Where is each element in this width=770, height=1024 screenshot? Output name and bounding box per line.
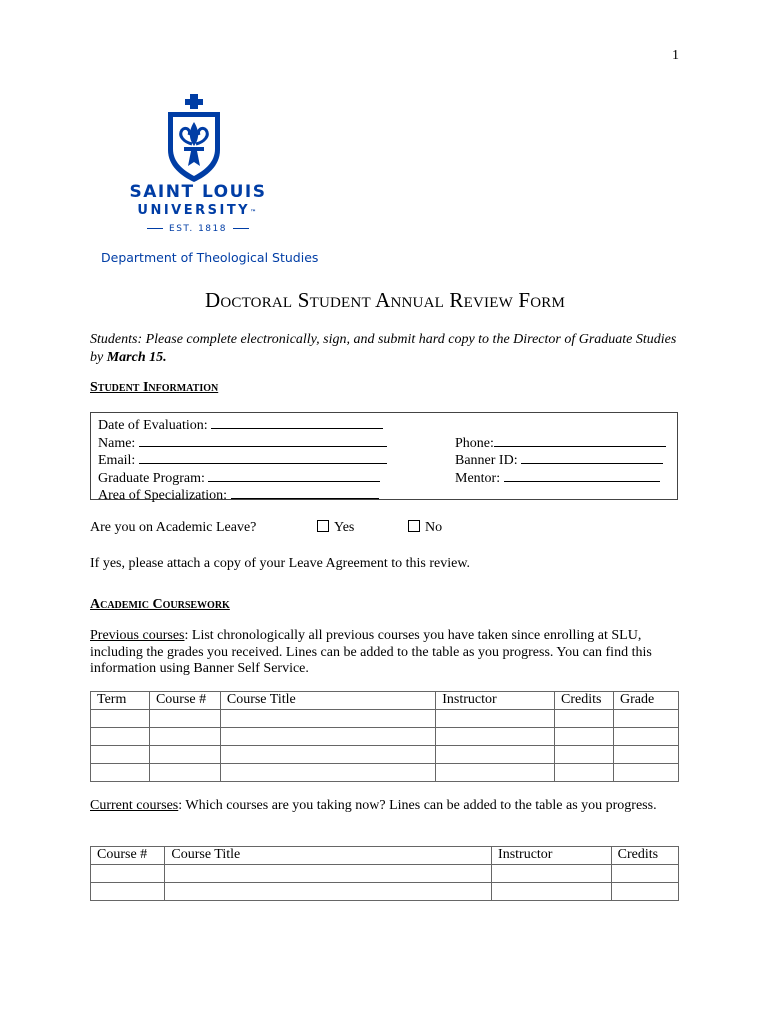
- instructions: Students: Please complete electronically, sign, and submit hard copy to the Director of Graduate Studies by March 15.: [90, 332, 677, 365]
- table-header-row: [91, 847, 679, 865]
- column-header: Grade: [614, 692, 679, 710]
- column-header: Course Title: [220, 692, 435, 710]
- current-courses-instructions: Current courses: Which courses are you taking now? Lines can be added to the table as you progress.: [90, 798, 657, 813]
- table-row[interactable]: [91, 883, 679, 901]
- department-name: Department of Theological Studies: [101, 250, 319, 265]
- leave-agreement-note: If yes, please attach a copy of your Leave Agreement to this review.: [90, 556, 471, 571]
- column-header: Course #: [149, 692, 220, 710]
- logo-saint-louis: SAINT LOUIS: [129, 182, 267, 202]
- logo-university: UNIVERSITY™: [137, 203, 259, 218]
- date-of-evaluation-field[interactable]: Date of Evaluation:: [98, 416, 383, 434]
- leave-yes-checkbox[interactable]: Yes: [317, 520, 354, 536]
- column-header: Course #: [91, 847, 165, 865]
- fleur-de-lis-shield-icon: [164, 92, 224, 184]
- column-header: Credits: [611, 847, 678, 865]
- page-number: 1: [672, 48, 679, 63]
- table-header-row: [91, 692, 679, 710]
- table-row[interactable]: [91, 746, 679, 764]
- previous-courses-instructions: Previous courses: List chronologically all previous courses you have taken since enrolling at SLU, including the grades you received. Lines can be added to the table as you progress. You can find this information using Banner Self Service.: [90, 628, 652, 676]
- table-row[interactable]: [91, 710, 679, 728]
- column-header: Term: [91, 692, 150, 710]
- column-header: Credits: [555, 692, 614, 710]
- area-of-specialization-field[interactable]: Area of Specialization:: [98, 486, 379, 504]
- column-header: Instructor: [436, 692, 555, 710]
- student-info-box: [90, 412, 678, 503]
- leave-no-checkbox[interactable]: No: [408, 520, 442, 536]
- checkbox-icon: [317, 520, 329, 532]
- graduate-program-field[interactable]: Graduate Program:: [98, 469, 380, 487]
- banner-id-field[interactable]: Banner ID:: [455, 451, 663, 469]
- table-row[interactable]: [91, 865, 679, 883]
- academic-coursework-heading: Academic Coursework: [90, 597, 230, 612]
- table-row[interactable]: [91, 728, 679, 746]
- logo-established: EST. 1818: [118, 224, 278, 234]
- column-header: Instructor: [492, 847, 612, 865]
- student-information-heading: Student Information: [90, 380, 219, 395]
- email-field[interactable]: Email:: [98, 451, 387, 469]
- form-title: Doctoral Student Annual Review Form: [204, 288, 566, 312]
- academic-leave-question: Are you on Academic Leave?: [90, 520, 257, 535]
- current-courses-table: [90, 846, 679, 901]
- table-row[interactable]: [91, 764, 679, 782]
- name-field[interactable]: Name:: [98, 434, 387, 452]
- checkbox-icon: [408, 520, 420, 532]
- mentor-field[interactable]: Mentor:: [455, 469, 660, 487]
- column-header: Course Title: [165, 847, 492, 865]
- phone-field[interactable]: Phone:: [455, 434, 666, 452]
- previous-courses-table: [90, 691, 679, 782]
